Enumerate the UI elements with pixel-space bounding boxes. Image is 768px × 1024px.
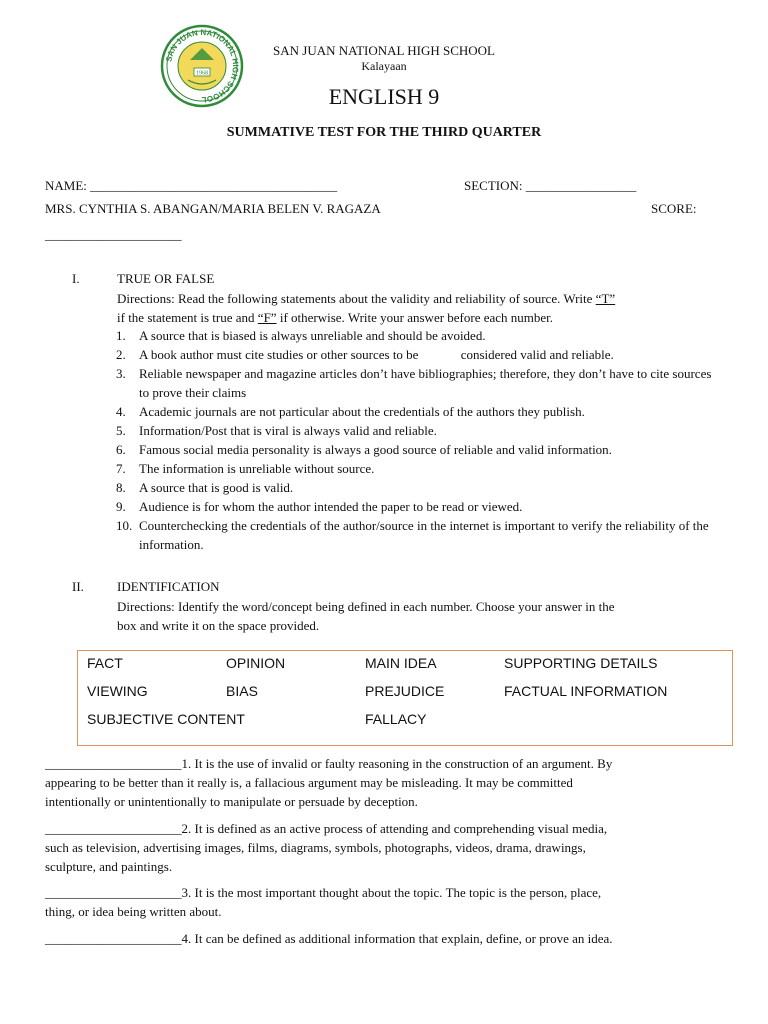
logo-ring-text: SAN JUAN NATIONAL HIGH SCHOOL — [164, 27, 241, 105]
question-3 — [45, 883, 715, 921]
choice-factual-information: FACTUAL INFORMATION — [504, 683, 668, 699]
choice-viewing: VIEWING — [87, 683, 148, 699]
part2-numeral: II. — [72, 579, 84, 594]
part1-numeral: I. — [72, 271, 80, 286]
school-name: SAN JUAN NATIONAL HIGH SCHOOL — [273, 43, 495, 58]
logo-year: 1968 — [196, 70, 208, 77]
teachers-line: MRS. CYNTHIA S. ABANGAN/MARIA BELEN V. RAGAZA — [45, 201, 381, 216]
true-false-item — [116, 402, 722, 421]
choice-subjective-content: SUBJECTIVE CONTENT — [87, 711, 245, 727]
item-text: A source that is biased is always unreliable and should be avoided. — [139, 328, 486, 343]
item-text: The information is unreliable without source. — [139, 461, 375, 476]
question-2-line2: such as television, advertising images, films, diagrams, symbols, photographs, videos, drama, drawings, — [45, 840, 586, 855]
true-false-item — [116, 326, 722, 345]
item-number: 5. — [116, 423, 126, 438]
true-false-item — [116, 440, 722, 459]
choice-supporting-details: SUPPORTING DETAILS — [504, 655, 658, 671]
item-text: Famous social media personality is always a good source of reliable and valid information. — [139, 442, 612, 457]
question-2 — [45, 819, 715, 876]
item-number: 1. — [116, 328, 126, 343]
part1-directions — [117, 289, 717, 327]
question-3-line2: thing, or idea being written about. — [45, 904, 222, 919]
true-false-item — [116, 421, 722, 440]
directions-text-b: if the statement is true and — [117, 310, 258, 325]
item-text: Audience is for whom the author intended the paper to be read or viewed. — [139, 499, 523, 514]
item-text: Counterchecking the credentials of the author/source in the internet is important to verify the reliability of the information. — [139, 518, 712, 552]
item-number: 4. — [116, 404, 126, 419]
true-false-item — [116, 364, 722, 402]
score-field[interactable]: _____________________ — [45, 227, 182, 242]
item-text: Information/Post that is viral is always valid and reliable. — [139, 423, 437, 438]
directions-text-a: Directions: Read the following statements about the validity and reliability of source. Write — [117, 291, 596, 306]
choice-fact: FACT — [87, 655, 123, 671]
question-3-line1: _____________________3. It is the most important thought about the topic. The topic is the person, place, — [45, 885, 602, 900]
item-text: Academic journals are not particular about the credentials of the authors they publish. — [139, 404, 585, 419]
item-text: A book author must cite studies or other sources to be considered valid and reliable. — [139, 347, 614, 362]
item-number: 6. — [116, 442, 126, 457]
true-false-item — [116, 497, 722, 516]
true-false-item — [116, 459, 722, 478]
choice-prejudice: PREJUDICE — [365, 683, 445, 699]
question-2-line3: sculpture, and paintings. — [45, 859, 173, 874]
choice-fallacy: FALLACY — [365, 711, 427, 727]
directions-text-c: if otherwise. Write your answer before each number. — [276, 310, 554, 325]
item-number: 3. — [116, 366, 126, 381]
item-text: Reliable newspaper and magazine articles don’t have bibliographies; therefore, they don’t have to cite sources to prove their claims — [139, 366, 715, 400]
question-1-line3: intentionally or unintentionally to manipulate or persuade by deception. — [45, 794, 418, 809]
question-1 — [45, 754, 715, 811]
item-number: 7. — [116, 461, 126, 476]
item-number: 10. — [116, 518, 133, 533]
test-title: SUMMATIVE TEST FOR THE THIRD QUARTER — [226, 125, 542, 140]
answer-choices-box — [77, 650, 733, 746]
true-false-item — [116, 345, 722, 364]
part2-heading: IDENTIFICATION — [117, 579, 220, 594]
question-4 — [45, 929, 715, 948]
item-number: 9. — [116, 499, 126, 514]
f-mark: “F” — [257, 310, 277, 325]
school-location: Kalayaan — [361, 59, 407, 73]
choice-bias: BIAS — [226, 683, 258, 699]
part1-heading: TRUE OR FALSE — [117, 271, 215, 286]
subject-title: ENGLISH 9 — [328, 84, 440, 109]
name-field[interactable]: NAME: ______________________________________ — [45, 178, 338, 193]
question-1-line1: _____________________1. It is the use of invalid or faulty reasoning in the construction of an argument. By — [45, 756, 613, 771]
true-false-item — [116, 478, 722, 497]
item-text: A source that is good is valid. — [139, 480, 294, 495]
section-field[interactable]: SECTION: _________________ — [464, 178, 637, 193]
choice-main-idea: MAIN IDEA — [365, 655, 437, 671]
question-2-line1: _____________________2. It is defined as an active process of attending and comprehending visual media, — [45, 821, 608, 836]
item-number: 2. — [116, 347, 126, 362]
part2-directions-line1: Directions: Identify the word/concept being defined in each number. Choose your answer in the — [117, 599, 615, 614]
item-number: 8. — [116, 480, 126, 495]
question-1-line2: appearing to be better than it really is, a fallacious argument may be misleading. It may be committed — [45, 775, 573, 790]
t-mark: “T” — [595, 291, 616, 306]
choice-opinion: OPINION — [226, 655, 286, 671]
true-false-item — [116, 516, 722, 554]
true-false-list — [116, 326, 722, 554]
score-label: SCORE: — [651, 201, 697, 216]
part2-directions-line2: box and write it on the space provided. — [117, 618, 320, 633]
question-4-line1: _____________________4. It can be defined as additional information that explain, define, or prove an idea. — [45, 931, 613, 946]
